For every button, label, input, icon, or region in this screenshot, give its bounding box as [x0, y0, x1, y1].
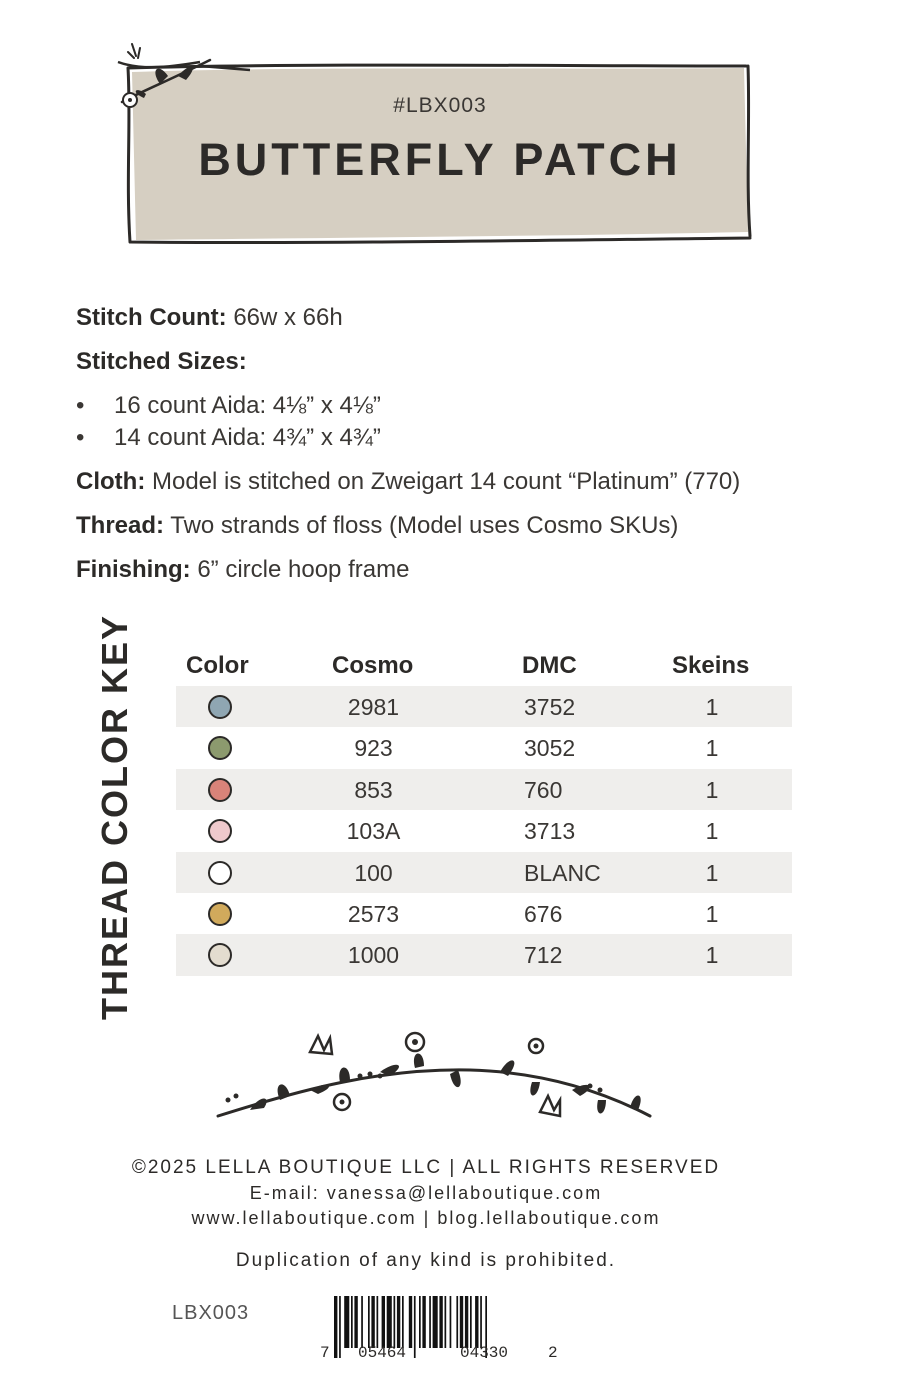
table-row	[176, 852, 792, 893]
barcode-digits-right: 04330	[460, 1344, 509, 1362]
table-row	[176, 810, 792, 851]
cell-skeins: 1	[705, 900, 719, 927]
thread-line	[76, 512, 678, 540]
cell-cosmo: 103A	[346, 818, 401, 845]
finishing-value: 6” circle hoop frame	[197, 556, 410, 583]
table-body	[176, 686, 792, 976]
thread-value: Two strands of floss (Model uses Cosmo SKUs)	[170, 512, 679, 539]
barcode-digit-prefix: 7	[320, 1344, 330, 1362]
cell-dmc: 712	[524, 942, 563, 969]
cell-dmc: 3052	[524, 735, 576, 762]
title-banner	[0, 0, 900, 270]
cell-skeins: 1	[705, 859, 719, 886]
cell-skeins: 1	[705, 818, 719, 845]
barcode-digit-check: 2	[548, 1344, 558, 1362]
cell-cosmo: 100	[354, 859, 393, 886]
header-skeins: Skeins	[672, 652, 750, 679]
stitch-count-value: 66w x 66h	[233, 304, 343, 331]
table-row	[176, 727, 792, 768]
floral-vine-illustration	[210, 1020, 660, 1130]
barcode-digits-left: 05464	[358, 1344, 407, 1362]
finishing-label: Finishing:	[76, 556, 191, 583]
pattern-sku: #LBX003	[393, 94, 487, 117]
header-color: Color	[186, 652, 249, 679]
table-header	[176, 648, 792, 686]
table-row	[176, 769, 792, 810]
cell-dmc: 3713	[524, 818, 576, 845]
email-line: E-mail: vanessa@lellaboutique.com	[249, 1183, 603, 1203]
duplication-notice: Duplication of any kind is prohibited.	[235, 1250, 617, 1271]
cell-skeins: 1	[705, 776, 719, 803]
cell-cosmo: 2573	[347, 900, 400, 927]
header-cosmo: Cosmo	[332, 652, 414, 679]
cell-skeins: 1	[705, 942, 719, 969]
cell-cosmo: 1000	[347, 942, 400, 969]
thread-label: Thread:	[76, 512, 165, 539]
cell-cosmo: 2981	[347, 694, 400, 720]
cell-cosmo: 853	[354, 776, 393, 803]
copyright-line: ©2025 LELLA BOUTIQUE LLC | ALL RIGHTS RESERVED	[131, 1157, 721, 1178]
thread-color-key-heading: THREAD COLOR KEY	[94, 613, 135, 1020]
cell-dmc: 760	[524, 776, 563, 803]
size-text: 14 count Aida: 4¾” x 4¾”	[114, 424, 381, 451]
stitch-count-label: Stitch Count:	[76, 304, 227, 331]
size-text: 16 count Aida: 4⅛” x 4⅛”	[114, 392, 381, 419]
size-item: • 16 count Aida: 4⅛” x 4⅛”	[76, 392, 381, 419]
stitched-sizes-label: Stitched Sizes:	[76, 348, 247, 375]
header-dmc: DMC	[522, 652, 577, 679]
size-item: • 14 count Aida: 4¾” x 4¾”	[76, 424, 381, 451]
product-code: LBX003	[172, 1302, 250, 1324]
cell-dmc: BLANC	[524, 859, 601, 886]
cell-skeins: 1	[705, 735, 719, 762]
pattern-title: BUTTERFLY PATCH	[198, 134, 682, 185]
thread-color-table	[176, 648, 792, 976]
cloth-value: Model is stitched on Zweigart 14 count “Platinum” (770)	[151, 468, 741, 495]
cloth-line	[76, 468, 740, 496]
finishing-line	[76, 556, 409, 584]
cloth-label: Cloth:	[76, 468, 146, 495]
cell-dmc: 676	[524, 900, 563, 927]
cell-dmc: 3752	[524, 694, 576, 720]
websites-line: www.lellaboutique.com | blog.lellaboutique.com	[191, 1208, 661, 1228]
stitch-count-line	[76, 304, 343, 332]
barcode	[318, 1294, 558, 1374]
table-row	[176, 686, 792, 727]
cell-skeins: 1	[705, 694, 719, 720]
table-row	[176, 893, 792, 934]
cell-cosmo: 923	[354, 735, 393, 762]
stitched-sizes-line	[76, 348, 247, 376]
table-row	[176, 934, 792, 975]
